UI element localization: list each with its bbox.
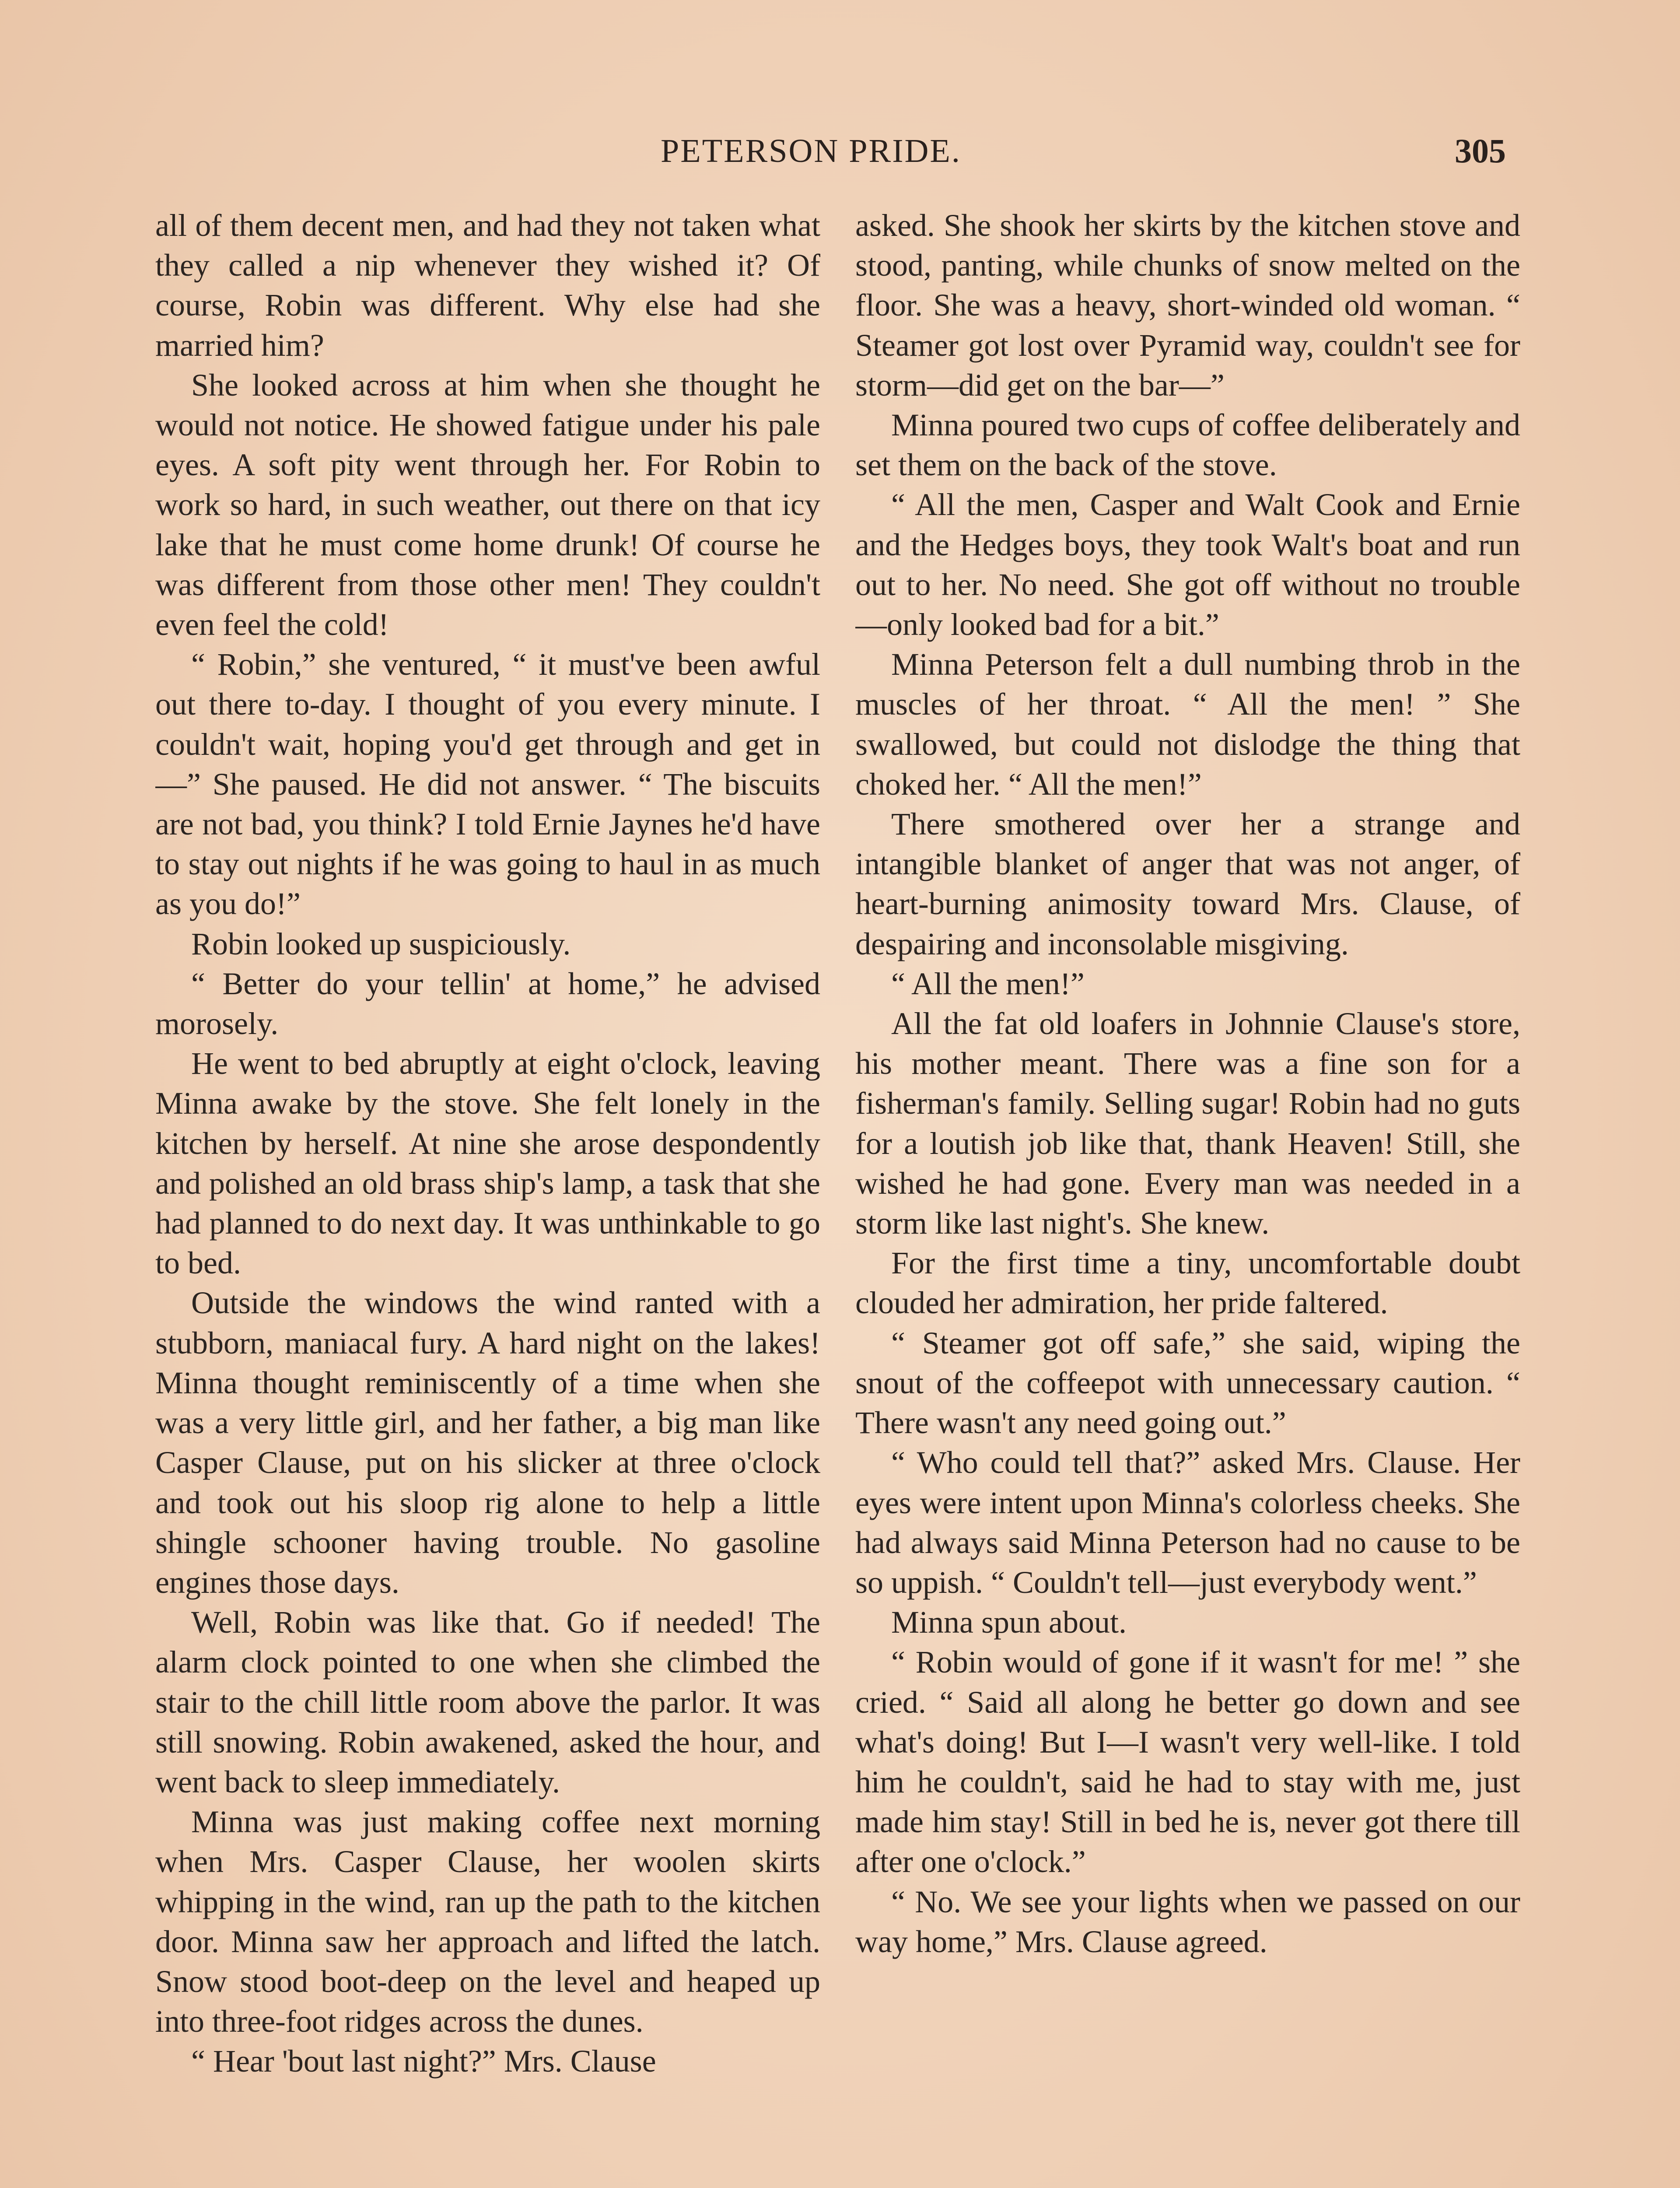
- paragraph: Minna was just making coffee next morning when Mrs. Casper Clause, her woolen skirts whipping in the wind, ran up the path to the kitchen door. Minna saw her approach and lifted the latch. Snow stood boot-deep on the level and heaped up into three-foot ridges across the dunes.: [155, 1804, 820, 2039]
- paragraph: “ Robin,” she ventured, “ it must've been awful out there to-day. I thought of you every minute. I couldn't wait, hoping you'd get through and get in—” She paused. He did not answer. “ The biscuits are not bad, you think? I told Ernie Jaynes he'd have to stay out nights if he was going to haul in as much as you do!”: [155, 647, 820, 922]
- paragraph: For the first time a tiny, uncomfortable doubt clouded her admiration, her pride faltered.: [855, 1245, 1520, 1321]
- running-title: PETERSON PRIDE.: [661, 133, 961, 169]
- paragraph: He went to bed abruptly at eight o'clock, leaving Minna awake by the stove. She felt lonely in the kitchen by herself. At nine she arose despondently and polished an old brass ship's lamp, a task that she had planned to do next day. It was unthinkable to go to bed.: [155, 1046, 820, 1281]
- paragraph: There smothered over her a strange and intangible blanket of anger that was not anger, of heart-burning animosity toward Mrs. Clause, of despairing and inconsolable misgiving.: [855, 806, 1520, 961]
- paragraph: “ Steamer got off safe,” she said, wiping the snout of the coffeepot with unnecessary caution. “ There wasn't any need going out.”: [855, 1325, 1520, 1441]
- paragraph: She looked across at him when she thought he would not notice. He showed fatigue under his pale eyes. A soft pity went through her. For Robin to work so hard, in such weather, out there on that icy lake that he must come home drunk! Of course he was different from those other men! They couldn't even feel the cold!: [155, 367, 820, 642]
- page-number: 305: [1455, 132, 1506, 170]
- paragraph: Robin looked up suspiciously.: [191, 926, 571, 961]
- paragraph: “ Hear 'bout last night?” Mrs. Clause: [191, 2044, 656, 2079]
- paragraph: “ Better do your tellin' at home,” he advised morosely.: [155, 966, 820, 1041]
- paragraph: “ Who could tell that?” asked Mrs. Clause. Her eyes were intent upon Minna's colorless cheeks. She had always said Minna Peterson had no cause to be so uppish. “ Couldn't tell—just everybody went.”: [855, 1445, 1520, 1600]
- paragraph: “ Robin would of gone if it wasn't for me! ” she cried. “ Said all along he better go down and see what's doing! But I—I wasn't very well-like. I told him he couldn't, said he had to stay with me, just made him stay! Still in bed he is, never got there till after one o'clock.”: [855, 1645, 1520, 1879]
- paragraph: All the fat old loafers in Johnnie Clause's store, his mother meant. There was a fine son for a fisherman's family. Selling sugar! Robin had no guts for a loutish job like that, thank Heaven! Still, she wished he had gone. Every man was needed in a storm like last night's. She knew.: [855, 1006, 1520, 1241]
- paragraph: Outside the windows the wind ranted with a stubborn, maniacal fury. A hard night on the lakes! Minna thought reminiscently of a time when she was a very little girl, and her father, a big man like Casper Clause, put on his slicker at three o'clock and took out his sloop rig alone to help a little shingle schooner having trouble. No gasoline engines those days.: [155, 1285, 820, 1600]
- right-column: [855, 206, 1520, 2188]
- paragraph: Minna poured two cups of coffee deliberately and set them on the back of the stove.: [855, 407, 1520, 483]
- paragraph: all of them decent men, and had they not taken what they called a nip whenever they wished it? Of course, Robin was different. Why else had she married him?: [155, 208, 820, 363]
- paragraph: “ All the men!”: [891, 966, 1085, 1001]
- running-header: [0, 127, 1680, 179]
- paragraph: asked. She shook her skirts by the kitchen stove and stood, panting, while chunks of snow melted on the floor. She was a heavy, short-winded old woman. “ Steamer got lost over Pyramid way, couldn't see for storm—did get on the bar—”: [855, 208, 1520, 403]
- paragraph: Minna Peterson felt a dull numbing throb in the muscles of her throat. “ All the men! ” She swallowed, but could not dislodge the thing that choked her. “ All the men!”: [855, 647, 1520, 802]
- paragraph: Minna spun about.: [891, 1605, 1127, 1640]
- paragraph: “ All the men, Casper and Walt Cook and Ernie and the Hedges boys, they took Walt's boat and run out to her. No need. She got off without no trouble—only looked bad for a bit.”: [855, 487, 1520, 642]
- paragraph: Well, Robin was like that. Go if needed! The alarm clock pointed to one when she climbed the stair to the chill little room above the parlor. It was still snowing. Robin awakened, asked the hour, and went back to sleep immediately.: [155, 1605, 820, 1799]
- left-column: [155, 206, 820, 2188]
- paragraph: “ No. We see your lights when we passed on our way home,” Mrs. Clause agreed.: [855, 1884, 1520, 1959]
